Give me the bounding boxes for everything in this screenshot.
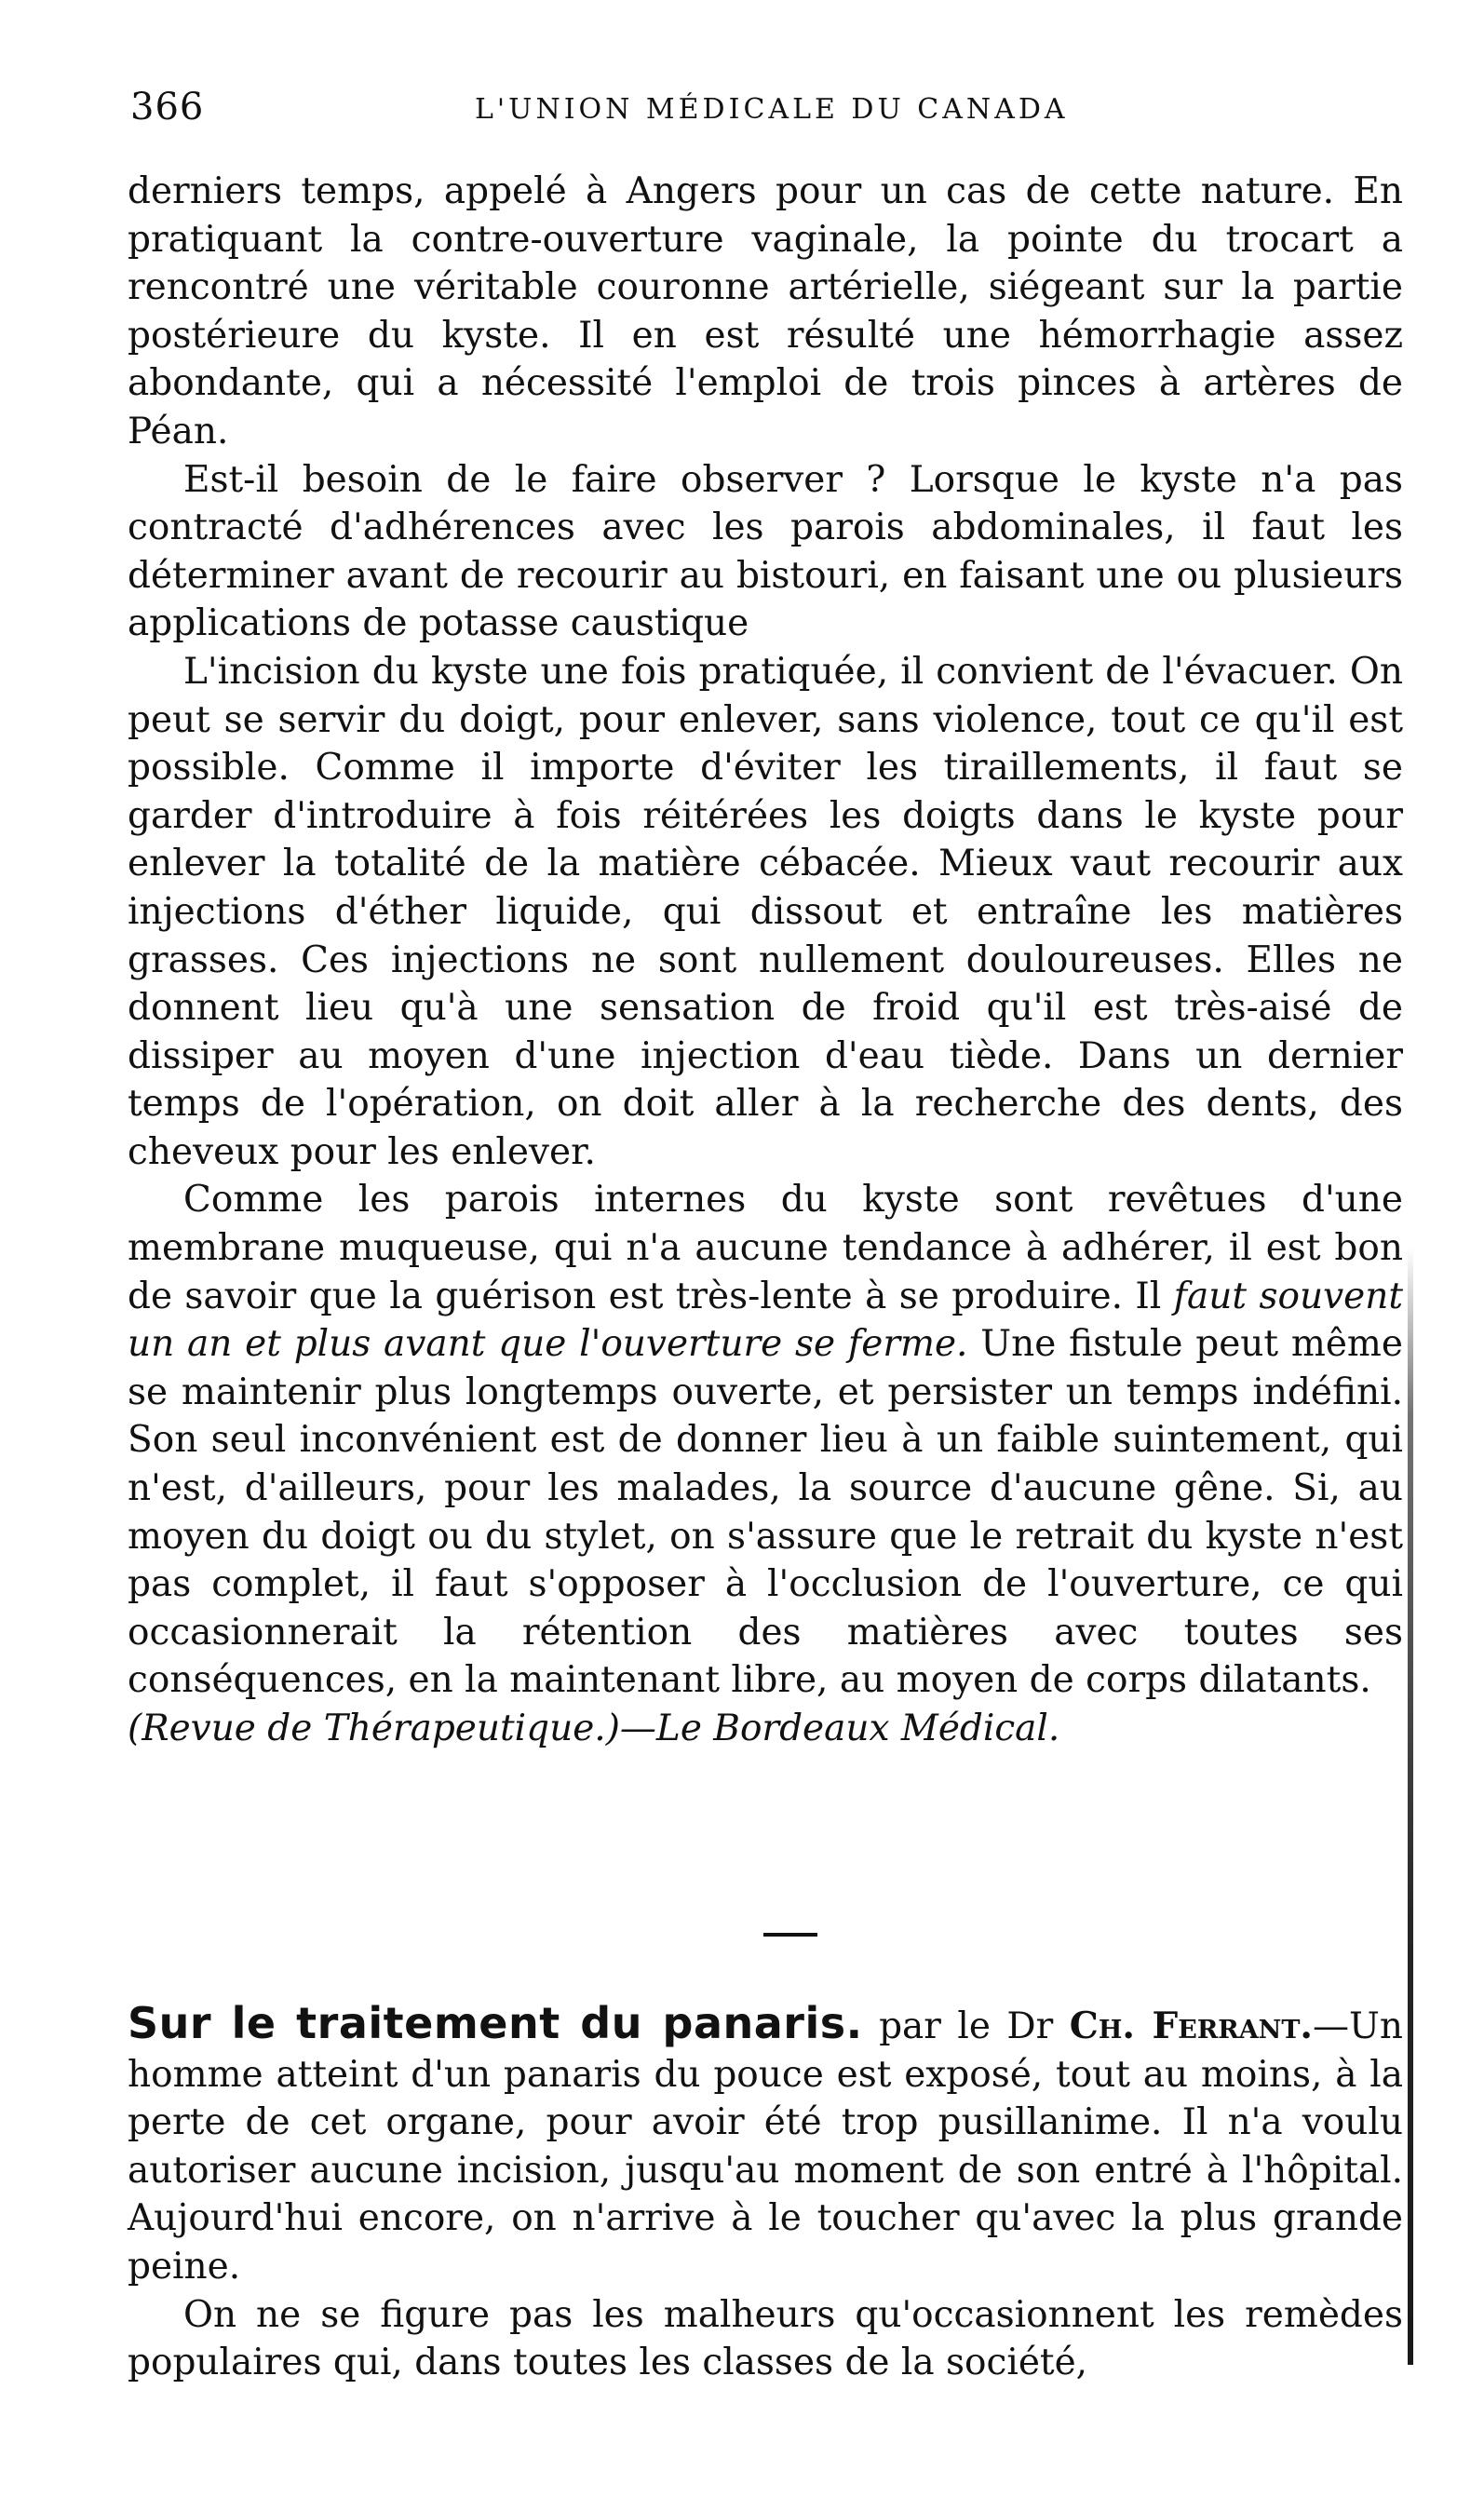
section-divider: [763, 1933, 817, 1937]
section-title: Sur le traitement du panaris.: [128, 1998, 863, 2048]
paragraph-text: Une fistule peut même se maintenir plus longtemps ouverte, et persister un temps indéfini. Son seul inconvénient est de donner lieu à un faible suintement, qui n'est, d'ailleurs, pour les malades, la source d'aucune gêne. Si, au moyen du doigt ou du stylet, on s'assure que le retrait du kyste n'est pas complet, il faut s'opposer à l'occlusion de l'ouverture, ce qui occasionnerait la rétention des matières avec toutes ses conséquences, en la maintenant libre, au moyen de corps dilatants.: [128, 1323, 1403, 1702]
byline-prefix: par le Dr: [862, 2005, 1070, 2047]
author-name: Ch. Ferrant.: [1069, 2005, 1313, 2047]
citation: (Revue de Thérapeutique.)—Le Bordeaux Médical.: [128, 1708, 1060, 1749]
paragraph: [128, 1176, 1403, 1752]
article-section: [128, 2000, 1403, 2387]
paragraph: L'incision du kyste une fois pratiquée, il convient de l'évacuer. On peut se servir du doigt, pour enlever, sans violence, tout ce qu'il est possible. Comme il importe d'éviter les tiraillements, il faut se garder d'introduire à fois réitérées les doigts dans le kyste pour enlever la totalité de la matière cébacée. Mieux vaut recourir aux injections d'éther liquide, qui dissout et entraîne les matières grasses. Ces injections ne sont nullement douloureuses. Elles ne donnent lieu qu'à une sensation de froid qu'il est très-aisé de dissiper au moyen d'une injection d'eau tiède. Dans un dernier temps de l'opération, on doit aller à la recherche des dents, des cheveux pour les enlever.: [128, 650, 1403, 1173]
article-body: [128, 168, 1403, 1753]
paragraph: Est-il besoin de le faire observer ? Lorsque le kyste n'a pas contracté d'adhérences avec les parois abdominales, il faut les déterminer avant de recourir au bistouri, en faisant une ou plusieurs applications de potasse caustique: [128, 458, 1403, 645]
page-number: 366: [130, 86, 205, 128]
paragraph-text: —Un homme atteint d'un panaris du pouce est exposé, tout au moins, à la perte de cet organe, pour avoir été trop pusillanime. Il n'a voulu autoriser aucune incision, jusqu'au moment de son entré à l'hôpital. Aujourd'hui encore, on n'arrive à le toucher qu'avec la plus grande peine.: [128, 2005, 1403, 2288]
page-edge-shadow: [1408, 1248, 1413, 2365]
paragraph: derniers temps, appelé à Angers pour un cas de cette nature. En pratiquant la contre-ouverture vaginale, la pointe du trocart a rencontré une véritable couronne artérielle, siégeant sur la partie postérieure du kyste. Il en est résulté une hémorrhagie assez abondante, qui a nécessité l'emploi de trois pinces à artères de Péan.: [128, 170, 1403, 452]
italic-text: faut souvent un an et plus avant que l'ouverture se ferme.: [128, 1275, 1403, 1366]
page-header: [130, 86, 1396, 142]
section-opening-paragraph: [128, 2000, 1403, 2291]
running-head: L'UNION MÉDICALE DU CANADA: [475, 93, 1069, 126]
paragraph: On ne se figure pas les malheurs qu'occasionnent les remèdes populaires qui, dans toutes les classes de la société,: [128, 2293, 1403, 2384]
paragraph-text: Comme les parois internes du kyste sont revêtues d'une membrane muqueuse, qui n'a aucune tendance à adhérer, il est bon de savoir que la guérison est très-lente à se produire. Il: [128, 1179, 1403, 1317]
